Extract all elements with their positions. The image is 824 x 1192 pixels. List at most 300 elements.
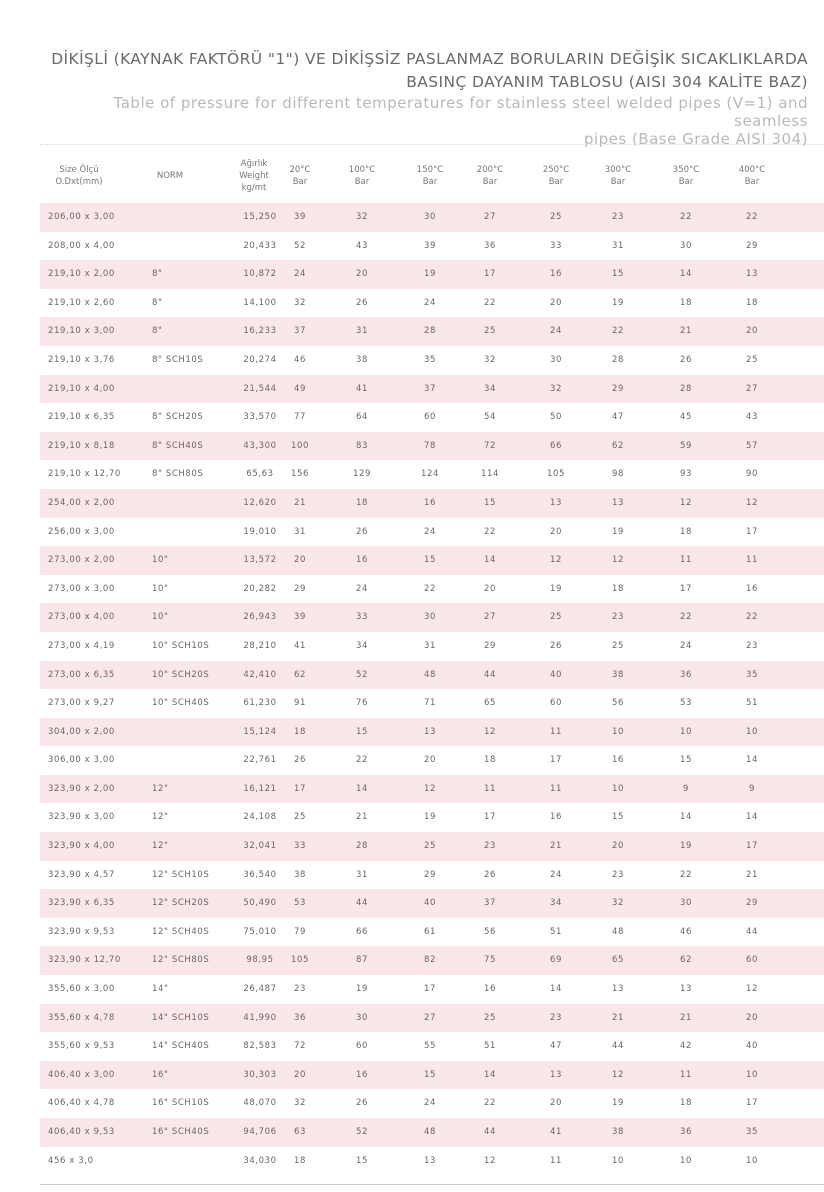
table-header: [40, 150, 824, 202]
cell-pressure: 12: [745, 984, 759, 995]
cell-pressure: 22: [679, 869, 693, 880]
cell-size: 456 x 3,0: [48, 1155, 94, 1166]
cell-pressure: 61: [423, 926, 437, 937]
cell-pressure: 63: [293, 1127, 307, 1137]
cell-pressure: 20: [355, 269, 369, 280]
cell-pressure: 31: [293, 526, 307, 537]
cell-pressure: 75: [483, 955, 497, 966]
cell-pressure: 31: [611, 240, 625, 251]
cell-weight: 42,410: [243, 669, 277, 680]
cell-size: 273,00 x 9,27: [48, 698, 115, 709]
cell-norm: 14": [152, 984, 169, 995]
cell-weight: 30,303: [243, 1069, 277, 1080]
cell-size: 273,00 x 6,35: [48, 669, 115, 680]
cell-pressure: 60: [355, 1041, 369, 1052]
cell-size: 355,60 x 9,53: [48, 1041, 115, 1052]
cell-size: 219,10 x 6,35: [48, 412, 115, 423]
table-row: [40, 232, 824, 261]
cell-pressure: 25: [549, 612, 563, 623]
cell-weight: 94,706: [243, 1127, 277, 1137]
cell-pressure: 18: [611, 583, 625, 594]
cell-weight: 21,544: [243, 383, 277, 394]
cell-pressure: 26: [355, 1098, 369, 1109]
cell-pressure: 21: [611, 1012, 625, 1023]
cell-pressure: 11: [679, 1069, 693, 1080]
table-row: [40, 603, 824, 632]
cell-pressure: 60: [549, 698, 563, 709]
cell-norm: 8" SCH80S: [152, 469, 204, 480]
cell-pressure: 72: [483, 440, 497, 451]
cell-pressure: 12: [549, 555, 563, 566]
cell-pressure: 33: [355, 612, 369, 623]
cell-pressure: 22: [483, 297, 497, 308]
cell-norm: 14" SCH10S: [152, 1012, 210, 1023]
cell-pressure: 24: [423, 526, 437, 537]
cell-pressure: 10: [745, 726, 759, 737]
cell-pressure: 39: [293, 612, 307, 623]
cell-weight: 50,490: [243, 898, 277, 909]
cell-pressure: 41: [293, 640, 307, 651]
cell-pressure: 14: [679, 269, 693, 280]
table-row: [40, 575, 824, 604]
cell-pressure: 59: [679, 440, 693, 451]
cell-weight: 98,95: [246, 955, 274, 966]
cell-norm: [152, 746, 232, 775]
cell-pressure: 36: [483, 240, 497, 251]
cell-weight: 36,540: [243, 869, 277, 880]
cell-pressure: 15: [355, 726, 369, 737]
cell-pressure: 32: [355, 212, 369, 222]
cell-pressure: 37: [483, 898, 497, 909]
header-temp-3: 200°C Bar: [476, 165, 504, 187]
cell-size: 273,00 x 4,00: [48, 612, 115, 623]
cell-weight: 20,282: [243, 583, 277, 594]
cell-norm: [152, 232, 232, 261]
cell-norm: [152, 1147, 232, 1176]
cell-pressure: 17: [293, 783, 307, 794]
cell-weight: 61,230: [243, 698, 277, 709]
cell-pressure: 83: [355, 440, 369, 451]
cell-pressure: 21: [745, 869, 759, 880]
cell-norm: 10": [152, 612, 169, 623]
cell-norm: 12": [152, 783, 169, 794]
cell-pressure: 52: [355, 669, 369, 680]
cell-weight: 19,010: [243, 526, 277, 537]
cell-pressure: 105: [546, 469, 566, 480]
cell-pressure: 23: [483, 841, 497, 852]
cell-pressure: 27: [483, 612, 497, 623]
cell-pressure: 25: [293, 812, 307, 823]
cell-pressure: 24: [679, 640, 693, 651]
cell-weight: 24,108: [243, 812, 277, 823]
table-row: [40, 718, 824, 747]
cell-size: 219,10 x 2,60: [48, 297, 115, 308]
cell-pressure: 34: [355, 640, 369, 651]
cell-weight: 10,872: [243, 269, 277, 280]
cell-weight: 16,233: [243, 326, 277, 337]
cell-norm: [152, 489, 232, 518]
cell-pressure: 28: [679, 383, 693, 394]
cell-pressure: 22: [355, 755, 369, 766]
cell-pressure: 48: [423, 669, 437, 680]
cell-weight: 48,070: [243, 1098, 277, 1109]
cell-weight: 13,572: [243, 555, 277, 566]
cell-pressure: 40: [423, 898, 437, 909]
cell-size: 406,40 x 3,00: [48, 1069, 115, 1080]
cell-pressure: 66: [355, 926, 369, 937]
cell-pressure: 20: [549, 1098, 563, 1109]
header-temp-5: 300°C Bar: [604, 165, 632, 187]
cell-pressure: 16: [355, 1069, 369, 1080]
cell-weight: 43,300: [243, 440, 277, 451]
cell-norm: 8": [152, 326, 163, 337]
cell-pressure: 27: [745, 383, 759, 394]
cell-size: 208,00 x 4,00: [48, 240, 115, 251]
cell-norm: [152, 203, 232, 232]
cell-size: 254,00 x 2,00: [48, 497, 115, 508]
table-row: [40, 889, 824, 918]
cell-pressure: 90: [745, 469, 759, 480]
cell-pressure: 10: [679, 1155, 693, 1166]
cell-pressure: 11: [679, 555, 693, 566]
cell-pressure: 36: [679, 669, 693, 680]
table-row: [40, 746, 824, 775]
header-temp-4: 250°C Bar: [542, 165, 570, 187]
cell-norm: 10": [152, 555, 169, 566]
table-row: [40, 260, 824, 289]
cell-size: 323,90 x 4,00: [48, 841, 115, 852]
cell-pressure: 23: [611, 612, 625, 623]
table-row: [40, 289, 824, 318]
cell-pressure: 9: [748, 783, 755, 794]
cell-pressure: 30: [679, 240, 693, 251]
cell-pressure: 72: [293, 1041, 307, 1052]
table-row: [40, 975, 824, 1004]
cell-weight: 22,761: [243, 755, 277, 766]
cell-weight: 12,620: [243, 497, 277, 508]
header-temp-2: 150°C Bar: [416, 165, 444, 187]
cell-pressure: 32: [611, 898, 625, 909]
table-row: [40, 1061, 824, 1090]
cell-pressure: 17: [483, 812, 497, 823]
cell-pressure: 10: [679, 726, 693, 737]
cell-pressure: 46: [293, 354, 307, 365]
cell-pressure: 52: [355, 1127, 369, 1137]
table-row: [40, 775, 824, 804]
cell-pressure: 16: [483, 984, 497, 995]
cell-pressure: 91: [293, 698, 307, 709]
cell-pressure: 20: [745, 1012, 759, 1023]
table-row: [40, 203, 824, 232]
cell-pressure: 10: [611, 783, 625, 794]
cell-pressure: 12: [483, 1155, 497, 1166]
cell-pressure: 23: [293, 984, 307, 995]
cell-weight: 16,121: [243, 783, 277, 794]
table-row: [40, 1147, 824, 1176]
table-row: [40, 317, 824, 346]
cell-pressure: 124: [420, 469, 440, 480]
cell-pressure: 18: [293, 726, 307, 737]
cell-weight: 41,990: [243, 1012, 277, 1023]
cell-pressure: 56: [611, 698, 625, 709]
table-row: [40, 946, 824, 975]
cell-weight: 32,041: [243, 841, 277, 852]
cell-weight: 14,100: [243, 297, 277, 308]
cell-weight: 26,487: [243, 984, 277, 995]
cell-pressure: 78: [423, 440, 437, 451]
cell-pressure: 51: [549, 926, 563, 937]
title-turkish-line-2: BASINÇ DAYANIM TABLOSU (AISI 304 KALİTE BAZ): [406, 73, 808, 91]
cell-pressure: 32: [549, 383, 563, 394]
cell-size: 323,90 x 2,00: [48, 783, 115, 794]
cell-pressure: 13: [549, 497, 563, 508]
cell-pressure: 21: [679, 326, 693, 337]
cell-norm: 12" SCH80S: [152, 955, 210, 966]
cell-pressure: 15: [679, 755, 693, 766]
cell-pressure: 66: [549, 440, 563, 451]
cell-pressure: 26: [549, 640, 563, 651]
cell-pressure: 29: [423, 869, 437, 880]
cell-pressure: 21: [549, 841, 563, 852]
cell-pressure: 18: [679, 1098, 693, 1109]
cell-size: 304,00 x 2,00: [48, 726, 115, 737]
cell-pressure: 24: [549, 869, 563, 880]
cell-pressure: 16: [549, 812, 563, 823]
cell-weight: 34,030: [243, 1155, 277, 1166]
cell-pressure: 93: [679, 469, 693, 480]
cell-pressure: 10: [611, 1155, 625, 1166]
cell-pressure: 114: [480, 469, 500, 480]
table-row: [40, 546, 824, 575]
cell-pressure: 87: [355, 955, 369, 966]
cell-pressure: 23: [549, 1012, 563, 1023]
cell-size: 219,10 x 2,00: [48, 269, 115, 280]
cell-pressure: 22: [679, 612, 693, 623]
cell-pressure: 156: [290, 469, 310, 480]
cell-pressure: 41: [549, 1127, 563, 1137]
cell-norm: 10" SCH40S: [152, 698, 210, 709]
cell-pressure: 38: [611, 1127, 625, 1137]
cell-pressure: 24: [293, 269, 307, 280]
cell-pressure: 25: [483, 1012, 497, 1023]
cell-norm: 12" SCH20S: [152, 898, 210, 909]
cell-pressure: 24: [423, 297, 437, 308]
cell-pressure: 13: [679, 984, 693, 995]
cell-pressure: 28: [423, 326, 437, 337]
cell-pressure: 16: [549, 269, 563, 280]
cell-weight: 15,250: [243, 212, 277, 222]
table-row: [40, 432, 824, 461]
table-row: [40, 346, 824, 375]
table-row: [40, 832, 824, 861]
cell-pressure: 28: [355, 841, 369, 852]
cell-pressure: 44: [611, 1041, 625, 1052]
cell-pressure: 29: [745, 898, 759, 909]
cell-pressure: 29: [293, 583, 307, 594]
cell-pressure: 98: [611, 469, 625, 480]
cell-pressure: 31: [355, 869, 369, 880]
table-row: [40, 632, 824, 661]
table-row: [40, 803, 824, 832]
cell-pressure: 14: [549, 984, 563, 995]
title-english-line-1: Table of pressure for different temperatures for stainless steel welded pipes (V=1) and seamless: [113, 94, 808, 130]
cell-norm: 8": [152, 269, 163, 280]
cell-pressure: 15: [355, 1155, 369, 1166]
cell-pressure: 24: [423, 1098, 437, 1109]
cell-norm: 8" SCH10S: [152, 354, 204, 365]
cell-pressure: 13: [423, 1155, 437, 1166]
header-temp-1: 100°C Bar: [348, 165, 376, 187]
cell-pressure: 26: [679, 354, 693, 365]
table-row: [40, 1089, 824, 1118]
header-size: Size Ölçü O.Dxt(mm): [55, 165, 103, 187]
cell-pressure: 17: [679, 583, 693, 594]
cell-pressure: 44: [483, 1127, 497, 1137]
cell-pressure: 18: [679, 297, 693, 308]
cell-weight: 75,010: [243, 926, 277, 937]
cell-pressure: 62: [611, 440, 625, 451]
table-row: [40, 518, 824, 547]
cell-pressure: 45: [679, 412, 693, 423]
cell-pressure: 19: [611, 297, 625, 308]
cell-size: 256,00 x 3,00: [48, 526, 115, 537]
cell-size: 323,90 x 4,57: [48, 869, 115, 880]
cell-pressure: 28: [611, 354, 625, 365]
cell-pressure: 53: [293, 898, 307, 909]
cell-pressure: 36: [293, 1012, 307, 1023]
cell-norm: 10": [152, 583, 169, 594]
cell-pressure: 12: [483, 726, 497, 737]
cell-pressure: 23: [611, 869, 625, 880]
cell-pressure: 22: [745, 212, 759, 222]
cell-pressure: 48: [611, 926, 625, 937]
cell-norm: 12" SCH10S: [152, 869, 210, 880]
cell-pressure: 19: [611, 526, 625, 537]
cell-norm: 16" SCH40S: [152, 1127, 210, 1137]
cell-pressure: 47: [611, 412, 625, 423]
cell-size: 355,60 x 4,78: [48, 1012, 115, 1023]
cell-pressure: 18: [293, 1155, 307, 1166]
header-temp-6: 350°C Bar: [672, 165, 700, 187]
cell-size: 273,00 x 4,19: [48, 640, 115, 651]
cell-pressure: 39: [423, 240, 437, 251]
cell-pressure: 38: [611, 669, 625, 680]
cell-pressure: 20: [293, 555, 307, 566]
cell-pressure: 33: [293, 841, 307, 852]
cell-pressure: 31: [423, 640, 437, 651]
cell-pressure: 30: [355, 1012, 369, 1023]
cell-pressure: 46: [679, 926, 693, 937]
cell-pressure: 26: [355, 526, 369, 537]
cell-pressure: 14: [355, 783, 369, 794]
cell-pressure: 30: [549, 354, 563, 365]
cell-pressure: 17: [745, 526, 759, 537]
cell-pressure: 13: [611, 984, 625, 995]
cell-pressure: 47: [549, 1041, 563, 1052]
cell-norm: [152, 718, 232, 747]
cell-pressure: 29: [745, 240, 759, 251]
cell-pressure: 41: [355, 383, 369, 394]
cell-pressure: 18: [679, 526, 693, 537]
cell-pressure: 25: [745, 354, 759, 365]
cell-pressure: 51: [483, 1041, 497, 1052]
cell-pressure: 105: [290, 955, 310, 966]
cell-pressure: 49: [293, 383, 307, 394]
cell-pressure: 14: [483, 1069, 497, 1080]
cell-pressure: 57: [745, 440, 759, 451]
cell-pressure: 53: [679, 698, 693, 709]
cell-pressure: 15: [423, 1069, 437, 1080]
cell-pressure: 19: [679, 841, 693, 852]
header-norm: NORM: [156, 171, 184, 181]
cell-pressure: 29: [611, 383, 625, 394]
cell-pressure: 12: [423, 783, 437, 794]
cell-pressure: 14: [483, 555, 497, 566]
cell-pressure: 16: [611, 755, 625, 766]
cell-pressure: 65: [611, 955, 625, 966]
cell-pressure: 12: [611, 555, 625, 566]
cell-pressure: 32: [293, 297, 307, 308]
cell-pressure: 25: [423, 841, 437, 852]
cell-pressure: 76: [355, 698, 369, 709]
cell-pressure: 44: [745, 926, 759, 937]
cell-pressure: 35: [745, 669, 759, 680]
cell-size: 406,40 x 9,53: [48, 1127, 115, 1137]
cell-pressure: 22: [483, 526, 497, 537]
cell-pressure: 13: [423, 726, 437, 737]
cell-size: 306,00 x 3,00: [48, 755, 115, 766]
table-row: [40, 375, 824, 404]
cell-pressure: 62: [293, 669, 307, 680]
cell-pressure: 20: [745, 326, 759, 337]
cell-pressure: 27: [423, 1012, 437, 1023]
title-turkish-line-1: DİKİŞLİ (KAYNAK FAKTÖRÜ "1") VE DİKİŞSİZ PASLANMAZ BORULARIN DEĞİŞİK SICAKLIKLARDA: [51, 50, 808, 68]
cell-pressure: 37: [293, 326, 307, 337]
cell-pressure: 20: [549, 526, 563, 537]
cell-pressure: 17: [423, 984, 437, 995]
cell-pressure: 26: [483, 869, 497, 880]
cell-size: 273,00 x 3,00: [48, 583, 115, 594]
cell-pressure: 22: [611, 326, 625, 337]
cell-weight: 33,570: [243, 412, 277, 423]
table-row: [40, 403, 824, 432]
cell-pressure: 30: [679, 898, 693, 909]
cell-pressure: 26: [355, 297, 369, 308]
cell-pressure: 11: [549, 783, 563, 794]
cell-norm: 16": [152, 1069, 169, 1080]
table-row: [40, 1032, 824, 1061]
table-row: [40, 1004, 824, 1033]
cell-pressure: 40: [745, 1041, 759, 1052]
cell-size: 219,10 x 3,00: [48, 326, 115, 337]
cell-norm: 8": [152, 297, 163, 308]
cell-pressure: 11: [483, 783, 497, 794]
cell-norm: 8" SCH20S: [152, 412, 204, 423]
cell-size: 206,00 x 3,00: [48, 212, 115, 222]
cell-pressure: 60: [423, 412, 437, 423]
cell-pressure: 25: [483, 326, 497, 337]
cell-pressure: 15: [483, 497, 497, 508]
cell-pressure: 9: [682, 783, 689, 794]
cell-pressure: 19: [549, 583, 563, 594]
cell-size: 273,00 x 2,00: [48, 555, 115, 566]
cell-pressure: 18: [745, 297, 759, 308]
cell-pressure: 15: [611, 812, 625, 823]
cell-norm: 16" SCH10S: [152, 1098, 210, 1109]
cell-pressure: 25: [549, 212, 563, 222]
cell-pressure: 22: [745, 612, 759, 623]
cell-pressure: 51: [745, 698, 759, 709]
